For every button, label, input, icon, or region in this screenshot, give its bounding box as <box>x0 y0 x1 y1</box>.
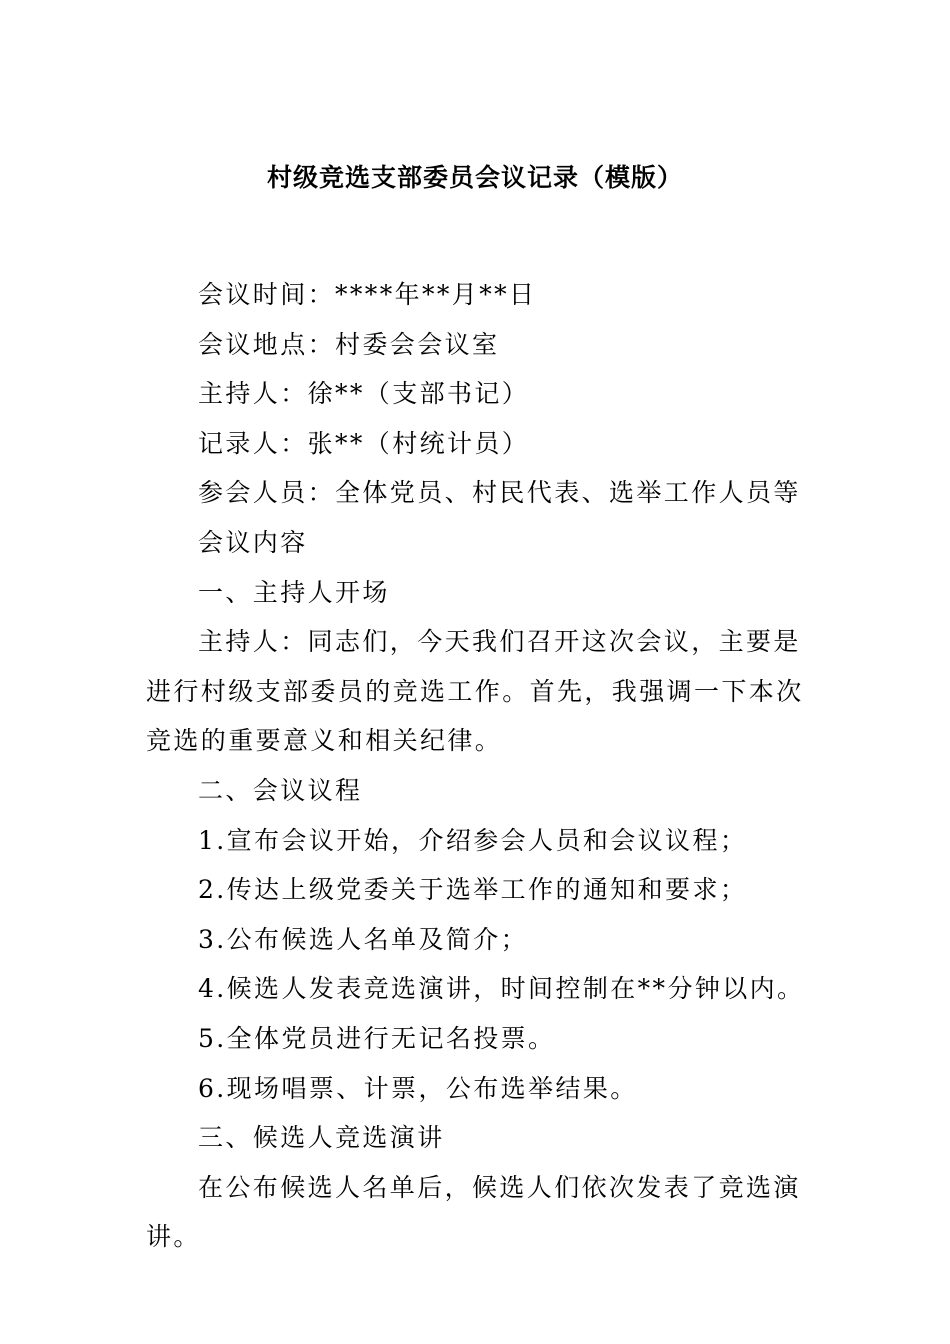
meeting-attendees: 参会人员：全体党员、村民代表、选举工作人员等 <box>198 478 801 508</box>
document-title: 村级竞选支部委员会议记录（模版） <box>266 163 683 192</box>
agenda-item: 4.候选人发表竞选演讲，时间控制在**分钟以内。 <box>198 974 805 1004</box>
section-heading-speeches: 三、候选人竞选演讲 <box>198 1123 445 1153</box>
section-heading-opening: 一、主持人开场 <box>198 577 390 607</box>
section-heading-agenda: 二、会议议程 <box>198 775 363 805</box>
meeting-recorder: 记录人：张**（村统计员） <box>198 428 530 458</box>
agenda-item: 5.全体党员进行无记名投票。 <box>198 1023 556 1053</box>
meeting-content-heading: 会议内容 <box>198 527 308 557</box>
agenda-item: 2.传达上级党委关于选举工作的通知和要求； <box>198 875 748 905</box>
agenda-item: 1.宣布会议开始，介绍参会人员和会议议程； <box>198 825 748 855</box>
speeches-paragraph: 在公布候选人名单后，候选人们依次发表了竞选演讲。 <box>146 1172 801 1252</box>
agenda-item: 3.公布候选人名单及简介； <box>198 924 529 954</box>
meeting-host: 主持人：徐**（支部书记） <box>198 379 530 409</box>
meeting-time: 会议时间：****年**月**日 <box>198 280 537 309</box>
meeting-location: 会议地点：村委会会议室 <box>198 329 500 359</box>
agenda-item: 6.现场唱票、计票，公布选举结果。 <box>198 1073 638 1103</box>
document-body <box>146 270 826 1262</box>
host-opening-paragraph: 主持人：同志们，今天我们召开这次会议，主要是进行村级支部委员的竞选工作。首先，我强调一下本次竞选的重要意义和相关纪律。 <box>146 627 804 756</box>
